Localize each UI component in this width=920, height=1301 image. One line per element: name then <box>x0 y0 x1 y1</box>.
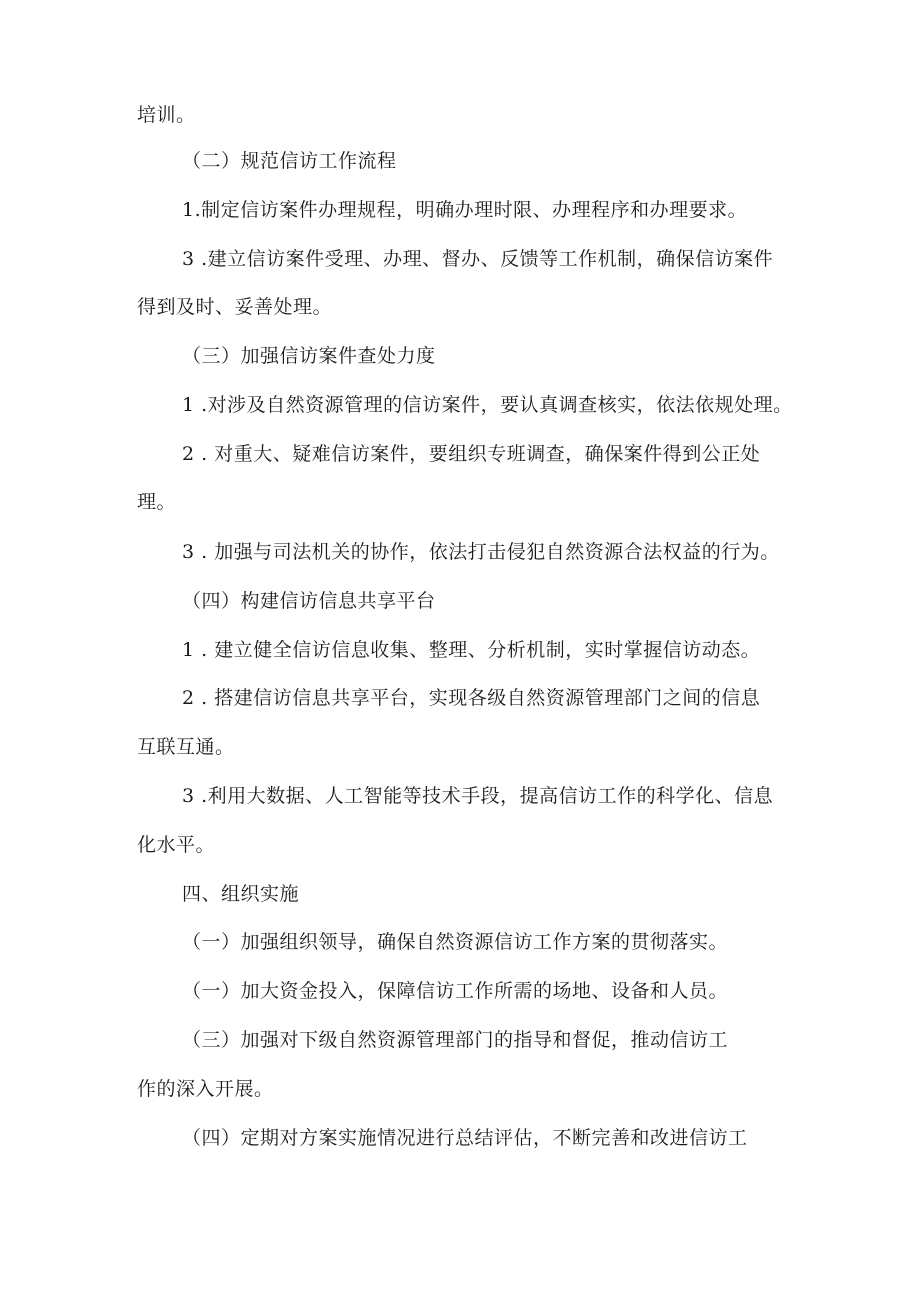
section-heading: （三）加强信访案件查处力度 <box>182 345 436 367</box>
paragraph-line: 2 . 搭建信访信息共享平台，实现各级自然资源管理部门之间的信息 <box>182 687 761 709</box>
paragraph-line: 化水平。 <box>137 834 216 856</box>
paragraph-line: 3 . 加强与司法机关的协作，依法打击侵犯自然资源合法权益的行为。 <box>182 541 780 563</box>
section-heading: 四、组织实施 <box>182 883 300 905</box>
paragraph-line: （一）加强组织领导，确保自然资源信访工作方案的贯彻落实。 <box>182 931 729 953</box>
paragraph-line: 1.制定信访案件办理规程，明确办理时限、办理程序和办理要求。 <box>182 199 748 221</box>
paragraph-line: （一）加大资金投入，保障信访工作所需的场地、设备和人员。 <box>182 980 729 1002</box>
paragraph-line: 培训。 <box>137 104 196 126</box>
paragraph-line: 1 .对涉及自然资源管理的信访案件，要认真调查核实，依法依规处理。 <box>182 394 793 416</box>
section-heading: （四）构建信访信息共享平台 <box>182 590 436 612</box>
paragraph-line: 理。 <box>137 491 177 513</box>
paragraph-line: （三）加强对下级自然资源管理部门的指导和督促，推动信访工 <box>182 1029 729 1051</box>
paragraph-line: 作的深入开展。 <box>137 1078 274 1100</box>
paragraph-line: 2 . 对重大、疑难信访案件，要组织专班调查，确保案件得到公正处 <box>182 443 761 465</box>
paragraph-line: （四）定期对方案实施情况进行总结评估，不断完善和改进信访工 <box>182 1127 748 1149</box>
paragraph-line: 3 .利用大数据、人工智能等技术手段，提高信访工作的科学化、信息 <box>182 785 774 807</box>
paragraph-line: 3 .建立信访案件受理、办理、督办、反馈等工作机制，确保信访案件 <box>182 248 774 270</box>
section-heading: （二）规范信访工作流程 <box>182 150 397 172</box>
paragraph-line: 互联互通。 <box>137 736 235 758</box>
paragraph-line: 得到及时、妥善处理。 <box>137 296 333 318</box>
paragraph-line: 1 . 建立健全信访信息收集、整理、分析机制，实时掌握信访动态。 <box>182 639 761 661</box>
